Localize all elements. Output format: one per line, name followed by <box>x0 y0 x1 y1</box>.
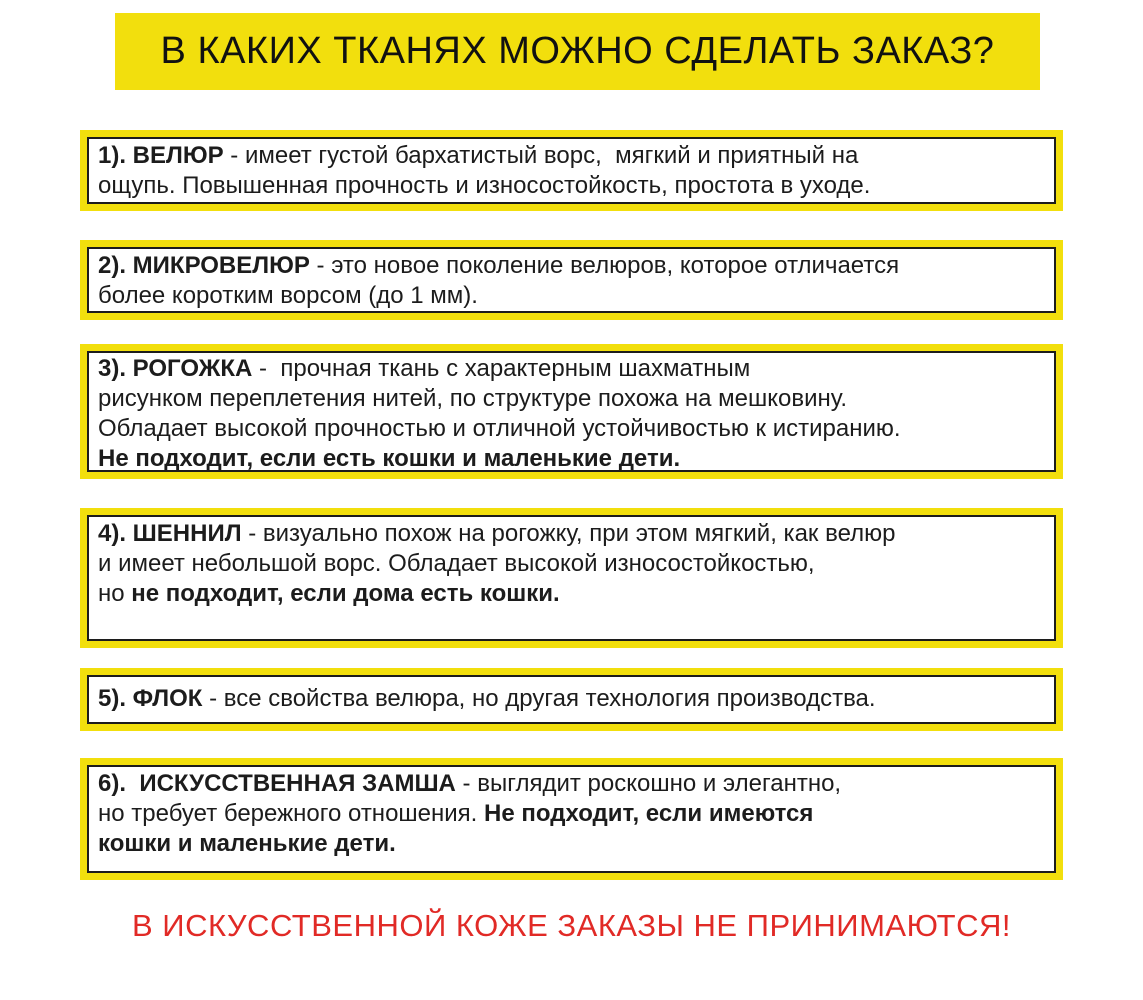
fabric-description <box>98 684 1046 714</box>
bold-text: кошки и маленькие дети. <box>98 830 396 857</box>
text-line <box>98 684 1046 714</box>
fabric-description <box>98 354 1046 474</box>
text-line <box>98 414 1046 444</box>
body-text: - визуально похож на рогожку, при этом мягкий, как велюр <box>241 520 896 547</box>
fabric-description <box>98 769 1046 859</box>
bold-text: 6). ИСКУССТВЕННАЯ ЗАМША <box>98 770 456 797</box>
text-line <box>98 354 1046 384</box>
footer-warning <box>0 908 1143 944</box>
text-line <box>98 281 1046 311</box>
body-text: Обладает высокой прочностью и отличной устойчивостью к истиранию. <box>98 415 901 442</box>
bold-text: не подходит, если дома есть кошки. <box>131 580 560 607</box>
fabric-description <box>98 251 1046 311</box>
bold-text: 1). ВЕЛЮР <box>98 142 224 169</box>
text-line <box>98 141 1046 171</box>
fabric-box-4 <box>80 508 1063 648</box>
warning-text: В ИСКУССТВЕННОЙ КОЖЕ ЗАКАЗЫ НЕ ПРИНИМАЮТСЯ! <box>132 908 1011 943</box>
text-line <box>98 384 1046 414</box>
body-text: рисунком переплетения нитей, по структуре похожа на мешковину. <box>98 385 848 412</box>
bold-text: Не подходит, если имеются <box>484 800 814 827</box>
text-line <box>98 444 1046 474</box>
fabric-box-3 <box>80 344 1063 479</box>
text-line <box>98 519 1046 549</box>
bold-text: 4). ШЕННИЛ <box>98 520 242 547</box>
body-text: но требует бережного отношения. <box>98 800 485 827</box>
title-banner <box>115 13 1040 90</box>
fabric-description <box>98 519 1046 609</box>
body-text: - прочная ткань с характерным шахматным <box>252 355 751 382</box>
body-text: но <box>98 580 132 607</box>
body-text: ощупь. Повышенная прочность и износостойкость, простота в уходе. <box>98 172 871 199</box>
body-text: более коротким ворсом (до 1 мм). <box>98 282 478 309</box>
fabric-box-2 <box>80 240 1063 320</box>
body-text: - выглядит роскошно и элегантно, <box>455 770 842 797</box>
bold-text: 2). МИКРОВЕЛЮР <box>98 252 310 279</box>
text-line <box>98 829 1046 859</box>
fabric-description <box>98 141 1046 201</box>
text-line <box>98 171 1046 201</box>
text-line <box>98 769 1046 799</box>
body-text: - это новое поколение велюров, которое отличается <box>309 252 900 279</box>
fabric-box-1 <box>80 130 1063 211</box>
page-title: В КАКИХ ТКАНЯХ МОЖНО СДЕЛАТЬ ЗАКАЗ? <box>160 30 995 72</box>
body-text: - все свойства велюра, но другая технология производства. <box>202 685 876 712</box>
fabric-box-6 <box>80 758 1063 880</box>
bold-text: 3). РОГОЖКА <box>98 355 253 382</box>
text-line <box>98 251 1046 281</box>
bold-text: Не подходит, если есть кошки и маленькие дети. <box>98 445 681 472</box>
body-text: - имеет густой бархатистый ворс, мягкий и приятный на <box>223 142 859 169</box>
text-line <box>98 549 1046 579</box>
body-text: и имеет небольшой ворс. Обладает высокой износостойкостью, <box>98 550 815 577</box>
bold-text: 5). ФЛОК <box>98 685 203 712</box>
text-line <box>98 799 1046 829</box>
text-line <box>98 579 1046 609</box>
fabric-box-5 <box>80 668 1063 731</box>
